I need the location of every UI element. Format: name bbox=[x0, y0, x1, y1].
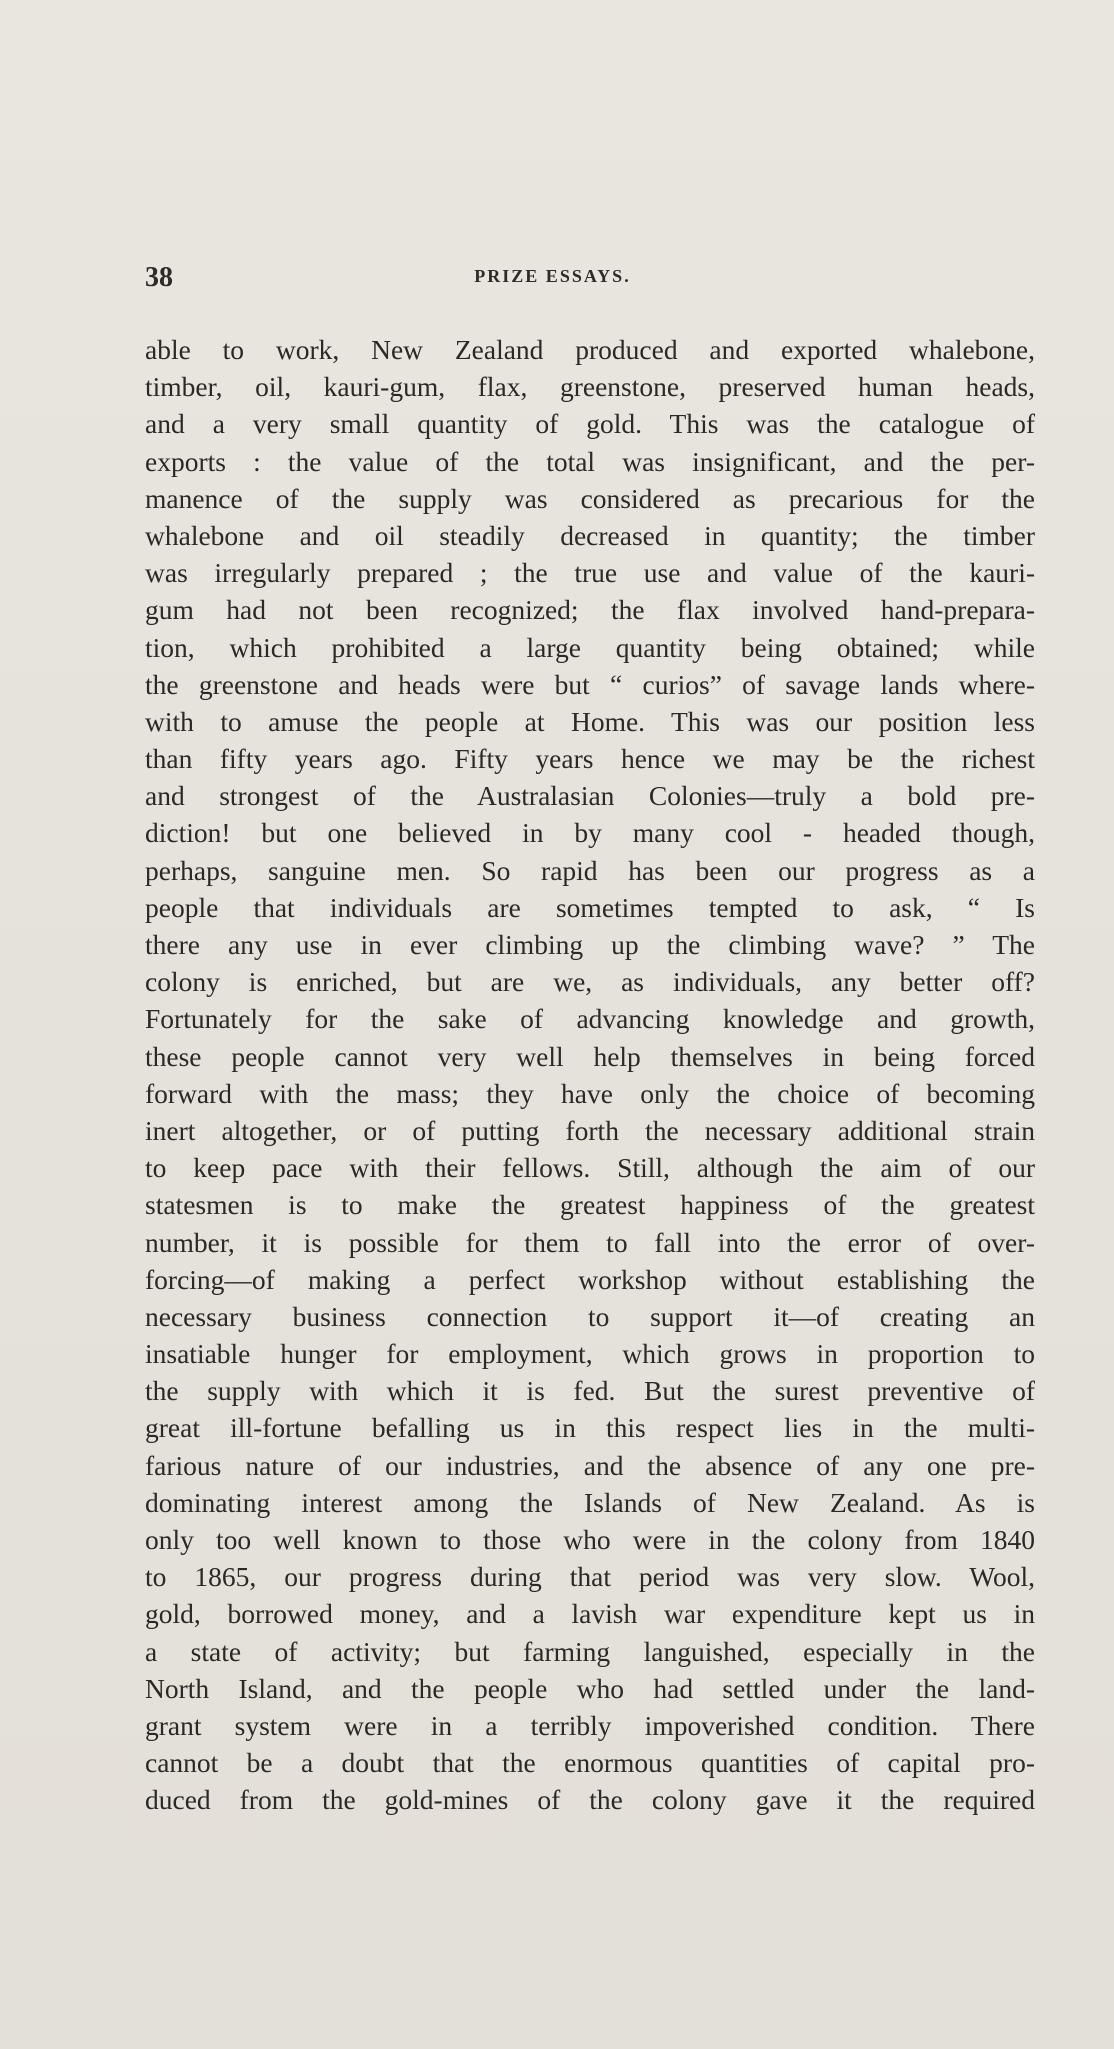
text-line: colony is enriched, but are we, as individuals, any better off? bbox=[145, 966, 1035, 998]
text-line: people that individuals are sometimes tempted to ask, “ Is bbox=[145, 891, 1035, 923]
text-line: was irregularly prepared ; the true use and value of the kauri- bbox=[145, 557, 1035, 589]
text-line: manence of the supply was considered as precarious for the bbox=[145, 482, 1035, 514]
text-line: Fortunately for the sake of advancing knowledge and growth, bbox=[145, 1003, 1035, 1035]
text-line: exports : the value of the total was insignificant, and the per- bbox=[145, 445, 1035, 477]
text-line: diction! but one believed in by many cool - headed though, bbox=[145, 817, 1035, 849]
text-line: gold, borrowed money, and a lavish war expenditure kept us in bbox=[145, 1598, 1035, 1630]
text-line: number, it is possible for them to fall into the error of over- bbox=[145, 1226, 1035, 1258]
text-line: grant system were in a terribly impoverished condition. There bbox=[145, 1709, 1035, 1741]
text-line: forward with the mass; they have only the choice of becoming bbox=[145, 1077, 1035, 1109]
text-line: to keep pace with their fellows. Still, although the aim of our bbox=[145, 1152, 1035, 1184]
text-line: great ill-fortune befalling us in this respect lies in the multi- bbox=[145, 1412, 1035, 1444]
running-head: PRIZE ESSAYS. bbox=[474, 266, 631, 286]
text-line: cannot be a doubt that the enormous quantities of capital pro- bbox=[145, 1747, 1035, 1779]
text-line: necessary business connection to support it—of creating an bbox=[145, 1300, 1035, 1332]
page-header bbox=[145, 262, 960, 294]
text-line: these people cannot very well help themselves in being forced bbox=[145, 1040, 1035, 1072]
text-line: insatiable hunger for employment, which grows in proportion to bbox=[145, 1338, 1035, 1370]
text-line: only too well known to those who were in the colony from 1840 bbox=[145, 1524, 1035, 1555]
text-line: and a very small quantity of gold. This was the catalogue of bbox=[145, 408, 1035, 440]
text-line: inert altogether, or of putting forth the necessary additional strain bbox=[145, 1114, 1035, 1146]
text-line: farious nature of our industries, and the absence of any one pre- bbox=[145, 1449, 1035, 1481]
text-line: perhaps, sanguine men. So rapid has been our progress as a bbox=[145, 854, 1035, 886]
text-line: the supply with which it is fed. But the surest preventive of bbox=[145, 1375, 1035, 1407]
text-line: gum had not been recognized; the flax involved hand-prepara- bbox=[145, 594, 1035, 626]
text-line: than fifty years ago. Fifty years hence we may be the richest bbox=[145, 743, 1035, 775]
text-line: there any use in ever climbing up the climbing wave? ” The bbox=[145, 929, 1035, 960]
text-line: North Island, and the people who had settled under the land- bbox=[145, 1672, 1035, 1704]
body-text bbox=[145, 331, 1035, 1819]
text-line: timber, oil, kauri-gum, flax, greenstone, preserved human heads, bbox=[145, 371, 1035, 403]
text-line: forcing—of making a perfect workshop without establishing the bbox=[145, 1263, 1035, 1295]
text-line: to 1865, our progress during that period was very slow. Wool, bbox=[145, 1561, 1035, 1593]
text-line: a state of activity; but farming languished, especially in the bbox=[145, 1635, 1035, 1667]
text-line: the greenstone and heads were but “ curios” of savage lands where- bbox=[145, 668, 1035, 700]
text-line: whalebone and oil steadily decreased in quantity; the timber bbox=[145, 519, 1035, 551]
text-line: statesmen is to make the greatest happiness of the greatest bbox=[145, 1189, 1035, 1221]
page-number: 38 bbox=[145, 262, 173, 293]
text-line: tion, which prohibited a large quantity being obtained; while bbox=[145, 631, 1035, 663]
text-line: duced from the gold-mines of the colony gave it the required bbox=[145, 1784, 1035, 1816]
text-line: able to work, New Zealand produced and exported whalebone, bbox=[145, 334, 1035, 365]
text-line: and strongest of the Australasian Colonies—truly a bold pre- bbox=[145, 780, 1035, 812]
text-line: dominating interest among the Islands of New Zealand. As is bbox=[145, 1486, 1035, 1518]
text-line: with to amuse the people at Home. This was our position less bbox=[145, 705, 1035, 737]
